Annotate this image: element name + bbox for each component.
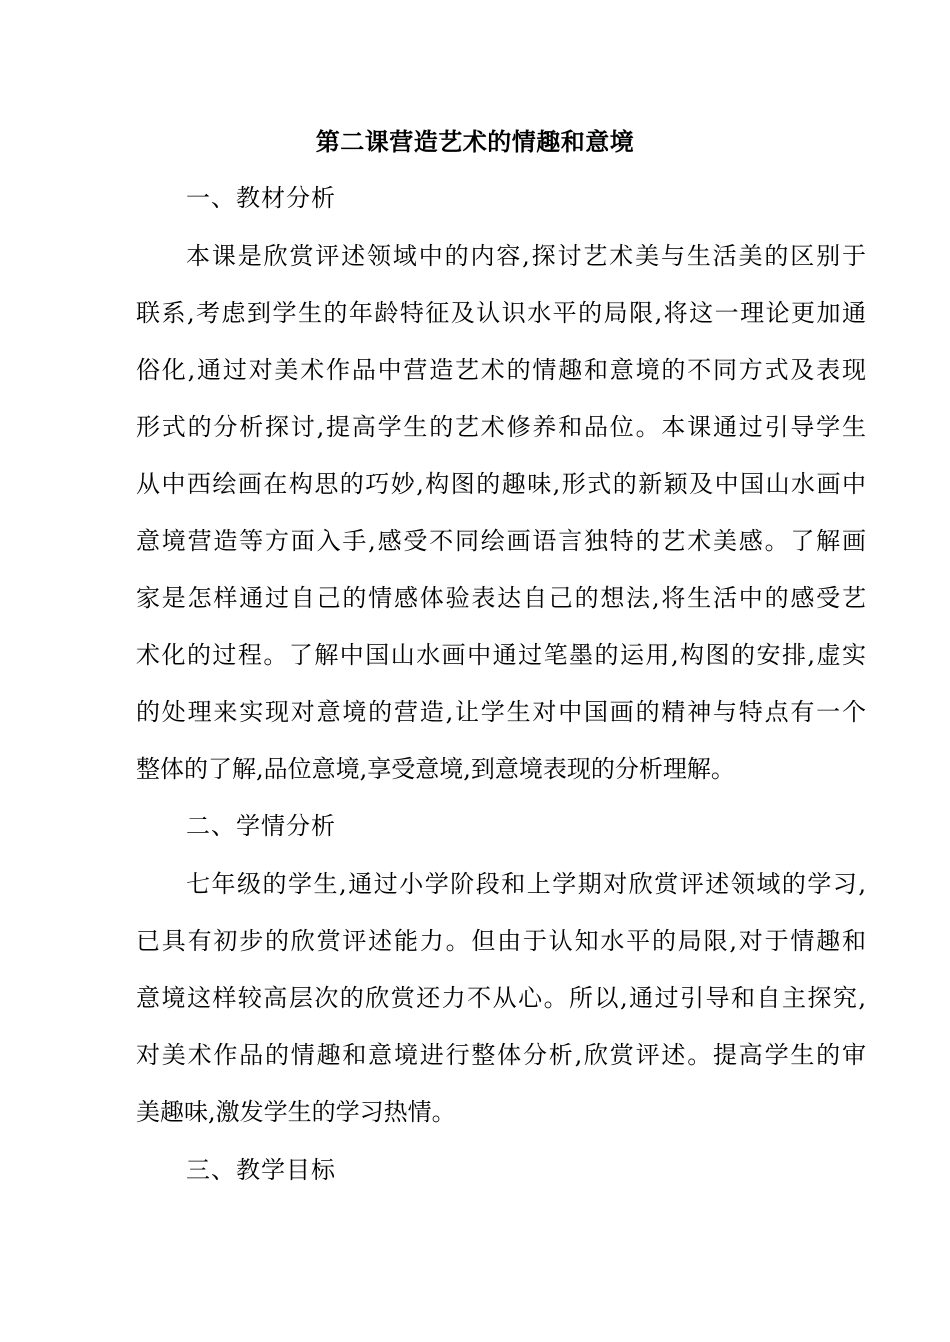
paragraph-line: 整体的了解,品位意境,享受意境,到意境表现的分析理解。 [136, 755, 735, 783]
paragraph-line: 对美术作品的情趣和意境进行整体分析,欣赏评述。提高学生的审 [136, 1041, 866, 1069]
section-heading-2: 二、学情分析 [186, 812, 336, 840]
paragraph-line: 已具有初步的欣赏评述能力。但由于认知水平的局限,对于情趣和 [136, 927, 866, 955]
paragraph-line: 的处理来实现对意境的营造,让学生对中国画的精神与特点有一个 [136, 698, 866, 726]
paragraph-line: 美趣味,激发学生的学习热情。 [136, 1098, 456, 1126]
paragraph-line: 本课是欣赏评述领域中的内容,探讨艺术美与生活美的区别于 [186, 242, 866, 270]
paragraph-line: 从中西绘画在构思的巧妙,构图的趣味,形式的新颖及中国山水画中 [136, 470, 866, 498]
paragraph-line: 七年级的学生,通过小学阶段和上学期对欣赏评述领域的学习, [186, 870, 866, 898]
document-title: 第二课营造艺术的情趣和意境 [315, 127, 635, 156]
paragraph-line: 联系,考虑到学生的年龄特征及认识水平的局限,将这一理论更加通 [136, 299, 866, 327]
section-heading-1: 一、教材分析 [186, 184, 336, 212]
paragraph-line: 形式的分析探讨,提高学生的艺术修养和品位。本课通过引导学生 [136, 413, 866, 441]
paragraph-line: 术化的过程。了解中国山水画中通过笔墨的运用,构图的安排,虚实 [136, 641, 866, 669]
paragraph-line: 意境营造等方面入手,感受不同绘画语言独特的艺术美感。了解画 [136, 527, 866, 555]
section-heading-3: 三、教学目标 [186, 1156, 336, 1184]
paragraph-line: 家是怎样通过自己的情感体验表达自己的想法,将生活中的感受艺 [136, 584, 866, 612]
paragraph-line: 意境这样较高层次的欣赏还力不从心。所以,通过引导和自主探究, [136, 984, 866, 1012]
paragraph-line: 俗化,通过对美术作品中营造艺术的情趣和意境的不同方式及表现 [136, 356, 866, 384]
